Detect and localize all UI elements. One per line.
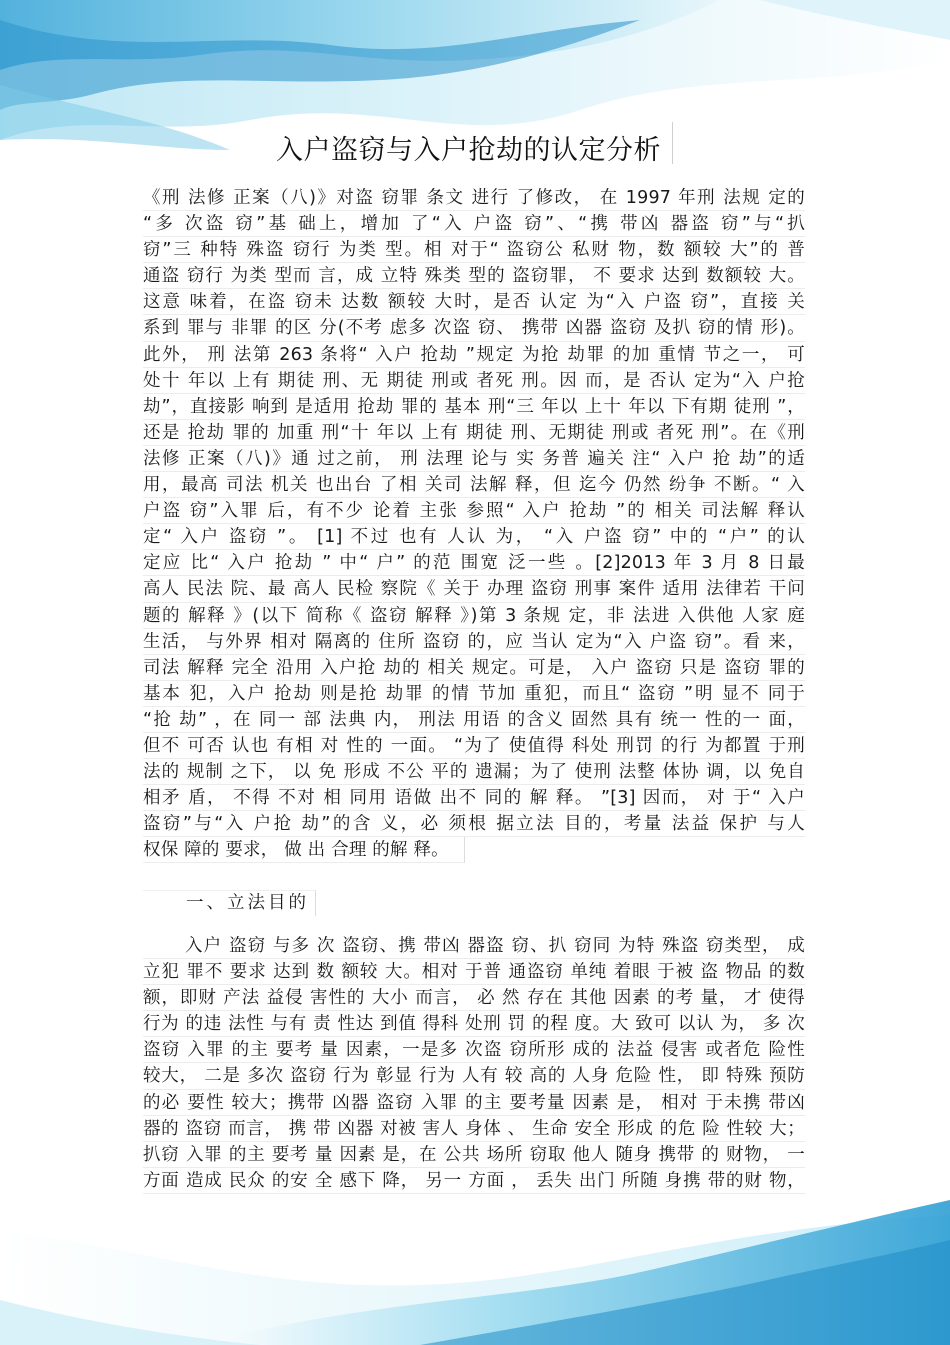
text-line: 用，最高 司法 机关 也出台 了相 关司 法解 释，但 迄今 仍然 纷争 不断。“ 入 xyxy=(143,472,805,498)
paragraph-legislative-purpose xyxy=(143,933,805,1194)
title-divider xyxy=(672,122,673,164)
text-line: 生活， 与外界 相对 隔离的 住所 盗窃 的，应 当认 定为“入 户盗 窃”。看 来， xyxy=(143,629,805,655)
text-line: 处十 年以 上有 期徒 刑、无 期徒 刑或 者死 刑。因 而，是 否认 定为“入 户抢 xyxy=(143,368,805,394)
text-line: 法修 正案（八)》通 过之前， 刑 法理 论与 实 务普 遍关 注“ 入户 抢 劫”的适 xyxy=(143,446,805,472)
text-line: 立犯 罪不 要求 达到 数 额较 大。相对 于普 通盗窃 单纯 着眼 于被 盗 物品 的数 xyxy=(143,959,805,985)
text-line: 基本 犯，入户 抢劫 则是抢 劫罪 的情 节加 重犯，而且“ 盗窃 ”明 显不 同于 xyxy=(143,681,805,707)
text-line: 器的 盗窃 而言， 携 带 凶器 对被 害人 身体 、 生命 安全 形成 的危 险 性较 大； xyxy=(143,1116,805,1142)
text-line: 入户 盗窃 与多 次 盗窃、携 带凶 器盗 窃、扒 窃同 为特 殊盗 窃类型， 成 xyxy=(143,933,805,959)
text-line: 定“ 入户 盗窃 ”。 [1] 不过 也有 人认 为， “入 户盗 窃” 中的 “户” 的认 xyxy=(143,524,805,550)
text-line: 扒窃 入罪 的主 要考 量 因素 是，在 公共 场所 窃取 他人 随身 携带 的 财物， 一 xyxy=(143,1142,805,1168)
text-line: 权保 障的 要求， 做 出 合理 的解 释。 xyxy=(143,837,465,863)
text-line: 通盗 窃行 为类 型而 言，成 立特 殊类 型的 盗窃罪， 不 要求 达到 数额较 大。 xyxy=(143,263,805,289)
text-line: 盗窃”与“入 户抢 劫”的含 义，必 须根 据立法 目的，考量 法益 保护 与人 xyxy=(143,811,805,837)
text-line: “多 次盗 窃”基 础上，增加 了“入 户盗 窃”、“携 带凶 器盗 窃”与“扒 xyxy=(143,211,805,237)
text-line: 窃”三 种特 殊盗 窃行 为类 型。相 对于“ 盗窃公 私财 物，数 额较 大”的 普 xyxy=(143,237,805,263)
paragraph-intro xyxy=(143,185,805,863)
text-line: 盗窃 入罪 的主 要考 量 因素，一是多 次盗 窃所形 成的 法益 侵害 或者危 险性 xyxy=(143,1037,805,1063)
text-line: 劫”，直接影 响到 是适用 抢劫 罪的 基本 刑“三 年以 上十 年以 下有期 徒刑 ”， xyxy=(143,394,805,420)
section-heading-legislative-purpose: 一、立法目的 xyxy=(186,893,309,913)
text-line: 高人 民法 院、最 高人 民检 察院《 关于 办理 盗窃 刑事 案件 适用 法律若 干问 xyxy=(143,576,805,602)
text-line: 方面 造成 民众 的安 全 感下 降， 另一 方面 ， 丢失 出门 所随 身携 带的财 物， xyxy=(143,1168,805,1194)
text-line: 此外， 刑 法第 263 条将“ 入户 抢劫 ”规定 为抢 劫罪 的加 重情 节之一， 可 xyxy=(143,342,805,368)
text-line: 这意 味着，在盗 窃未 达数 额较 大时，是否 认定 为“入 户盗 窃”，直接 关 xyxy=(143,289,805,315)
text-line: 司法 解释 完全 沿用 入户抢 劫的 相关 规定。可是， 入户 盗窃 只是 盗窃 罪的 xyxy=(143,655,805,681)
text-line: 法的 规制 之下， 以 免 形成 不公 平的 遗漏；为了 使刑 法整 体协 调，以 免自 xyxy=(143,759,805,785)
text-line: 额，即财 产法 益侵 害性的 大小 而言， 必 然 存在 其他 因素 的考 量， 才 使得 xyxy=(143,985,805,1011)
text-line: 较大， 二是 多次 盗窃 行为 彰显 行为 人有 较 高的 人身 危险 性， 即 特殊 预防 xyxy=(143,1063,805,1089)
text-line: 户盗 窃”入罪 后，有不少 论着 主张 参照“ 入户 抢劫 ”的 相关 司法解 释认 xyxy=(143,498,805,524)
text-line: “抢 劫” ，在 同一 部 法典 内， 刑法 用语 的含义 固然 具有 统一 性的一 面， xyxy=(143,707,805,733)
document-title: 入户盗窃与入户抢劫的认定分析 xyxy=(276,135,661,166)
text-line: 题的 解释 》(以下 简称《 盗窃 解释 》)第 3 条规 定，非 法进 入供他 人家 庭 xyxy=(143,603,805,629)
text-line: 还是 抢劫 罪的 加重 刑“十 年以 上有 期徒 刑、无期徒 刑或 者死 刑”。在《刑 xyxy=(143,420,805,446)
text-line: 但不 可否 认也 有相 对 性的 一面。 “为了 使值得 科处 刑罚 的行 为都置 于刑 xyxy=(143,733,805,759)
text-line: 相矛 盾， 不得 不对 相 同用 语做 出不 同的 解 释。 ”[3] 因而， 对 于“ 入户 xyxy=(143,785,805,811)
text-line: 定应 比“ 入户 抢劫 ” 中“ 户” 的范 围宽 泛一些 。[2]2013 年 3 月 8 日最 xyxy=(143,550,805,576)
text-line: 行为 的违 法性 与有 责 性达 到值 得科 处刑 罚 的程 度。大 致可 以认 为， 多 次 xyxy=(143,1011,805,1037)
text-line: 的必 要性 较大；携带 凶器 盗窃 入罪 的主 要考量 因素 是， 相对 于未携 带凶 xyxy=(143,1090,805,1116)
text-line: 《刑 法修 正案（八)》对盗 窃罪 条文 进行 了修改， 在 1997 年刑 法规 定的 xyxy=(143,185,805,211)
text-line: 系到 罪与 非罪 的区 分(不考 虑多 次盗 窃、 携带 凶器 盗窃 及扒 窃的情 形)。 xyxy=(143,315,805,341)
